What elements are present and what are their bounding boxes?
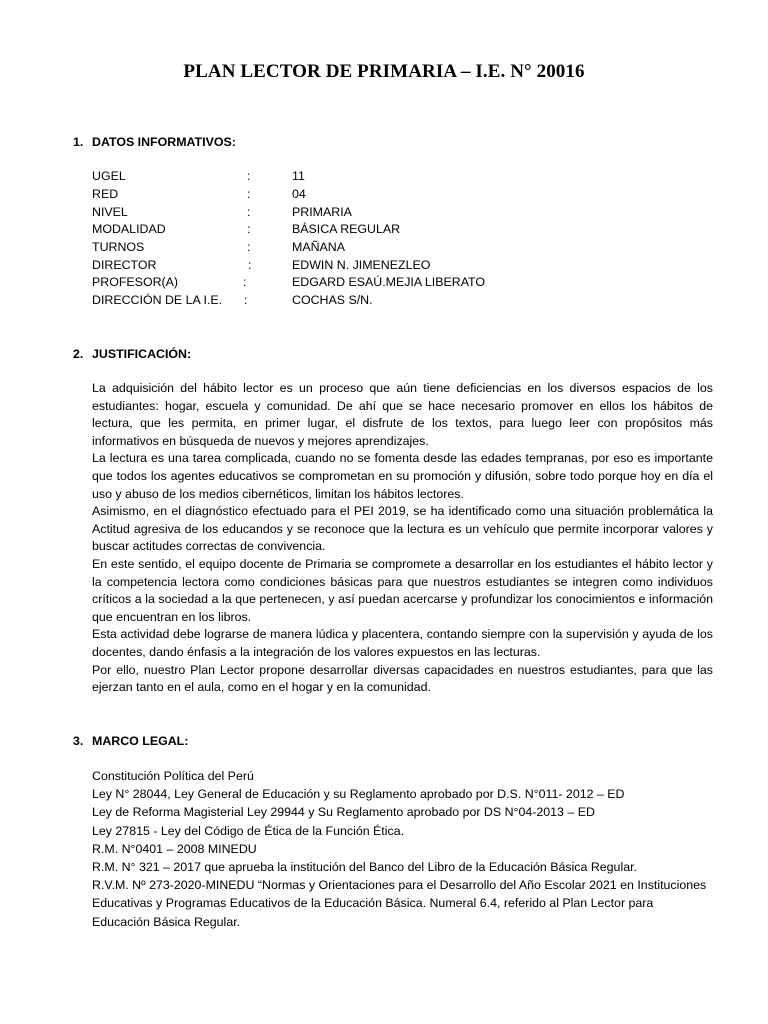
justificacion-paragraph: Por ello, nuestro Plan Lector propone desarrollar diversas capacidades en nuestros estudiantes, para que las ejerzan tanto en el aula, como en el hogar y en la comunidad. — [92, 662, 713, 695]
info-colon: : — [244, 293, 248, 307]
legal-item: Ley 27815 - Ley del Código de Ética de la Función Ética. — [92, 823, 405, 838]
section-heading-marco-legal — [73, 734, 188, 748]
info-colon: : — [248, 258, 252, 272]
legal-item: Ley N° 28044, Ley General de Educación y su Reglamento aprobado por D.S. N°011- 2012 – ED — [92, 787, 625, 802]
legal-item: R.V.M. Nº 273-2020-MINEDU “Normas y Orientaciones para el Desarrollo del Año Escolar 2021 en Instituciones Educativas y Programas Educativos de la Educación Básica. Numeral 6.4, referido al Plan Lector para Educación Básica Regular. — [92, 878, 707, 929]
info-colon: : — [247, 205, 251, 219]
info-label: UGEL — [92, 169, 126, 183]
section-title: MARCO LEGAL: — [92, 734, 189, 748]
section-number: 1. — [73, 135, 84, 149]
info-value: EDGARD ESAÚ.MEJIA LIBERATO — [292, 275, 486, 289]
info-value: 11 — [292, 169, 305, 183]
info-value: COCHAS S/N. — [292, 293, 373, 307]
section-title: JUSTIFICACIÓN: — [92, 347, 192, 361]
justificacion-paragraph: Asimismo, en el diagnóstico efectuado para el PEI 2019, se ha identificado como una situación problemática la Actitud agresiva de los educandos y se reconoce que la lectura es un vehículo que permite incorporar valores y buscar actitudes correctas de convivencia. — [92, 504, 713, 554]
info-label: PROFESOR(A) — [92, 275, 179, 289]
info-value: 04 — [292, 187, 306, 201]
info-colon: : — [247, 169, 251, 183]
legal-item: R.M. N° 321 – 2017 que aprueba la institución del Banco del Libro de la Educación Básica Regular. — [92, 860, 637, 875]
legal-item: Constitución Política del Perú — [92, 769, 254, 783]
info-label: NIVEL — [92, 205, 128, 219]
document-title: PLAN LECTOR DE PRIMARIA – I.E. N° 20016 — [183, 61, 585, 82]
info-label: RED — [92, 187, 119, 201]
justificacion-paragraph: Esta actividad debe lograrse de manera lúdica y placentera, contando siempre con la supervisión y ayuda de los docentes, dando énfasis a la integración de los valores expuestos en las lecturas. — [92, 627, 713, 659]
info-colon: : — [243, 275, 247, 289]
info-label: TURNOS — [92, 240, 145, 254]
justificacion-body — [92, 380, 713, 697]
info-value: BÁSICA REGULAR — [292, 222, 401, 236]
info-value: PRIMARIA — [292, 205, 352, 219]
justificacion-paragraph: La adquisición del hábito lector es un proceso que aún tiene deficiencias en los diversos espacios de los estudiantes: hogar, escuela y comunidad. De ahí que se hace necesario promover en ellos los hábitos de lectura, que les permita, en primer lugar, el disfrute de los textos, para luego leer con propósitos más informativos en búsqueda de nuevos y mejores aprendizajes. — [92, 381, 713, 448]
legal-item: Ley de Reforma Magisterial Ley 29944 y Su Reglamento aprobado por DS N°04-2013 – ED — [92, 805, 595, 820]
info-colon: : — [247, 187, 251, 201]
marco-legal-list — [92, 767, 713, 931]
section-number: 3. — [73, 734, 84, 748]
justificacion-paragraph: En este sentido, el equipo docente de Primaria se compromete a desarrollar en los estudiantes el hábito lector y la competencia lectora como condiciones básicas para que nuestros estudiantes se integren como individuos críticos a la sociedad a la que pertenecen, y así puedan acercarse y profundizar los conocimientos e información que encuentran en los libros. — [92, 556, 713, 624]
legal-item: R.M. N°0401 – 2008 MINEDU — [92, 841, 257, 856]
info-value: EDWIN N. JIMENEZLEO — [292, 258, 431, 272]
info-colon: : — [247, 222, 251, 236]
section-number: 2. — [73, 347, 84, 361]
info-colon: : — [247, 240, 251, 254]
info-value: MAÑANA — [292, 240, 346, 254]
section-heading-datos-informativos — [73, 135, 236, 149]
section-title: DATOS INFORMATIVOS: — [92, 135, 236, 149]
info-label: DIRECCIÓN DE LA I.E. — [92, 293, 223, 307]
info-label: MODALIDAD — [92, 222, 166, 236]
justificacion-paragraph: La lectura es una tarea complicada, cuando no se fomenta desde las edades tempranas, por eso es importante que todos los agentes educativos se comprometan en su promoción y difusión, sobre todo porque hoy en día el uso y abuso de los medios cibernéticos, limitan los hábitos lectores. — [92, 451, 713, 501]
section-heading-justificacion — [73, 347, 191, 361]
info-label: DIRECTOR — [92, 258, 157, 272]
